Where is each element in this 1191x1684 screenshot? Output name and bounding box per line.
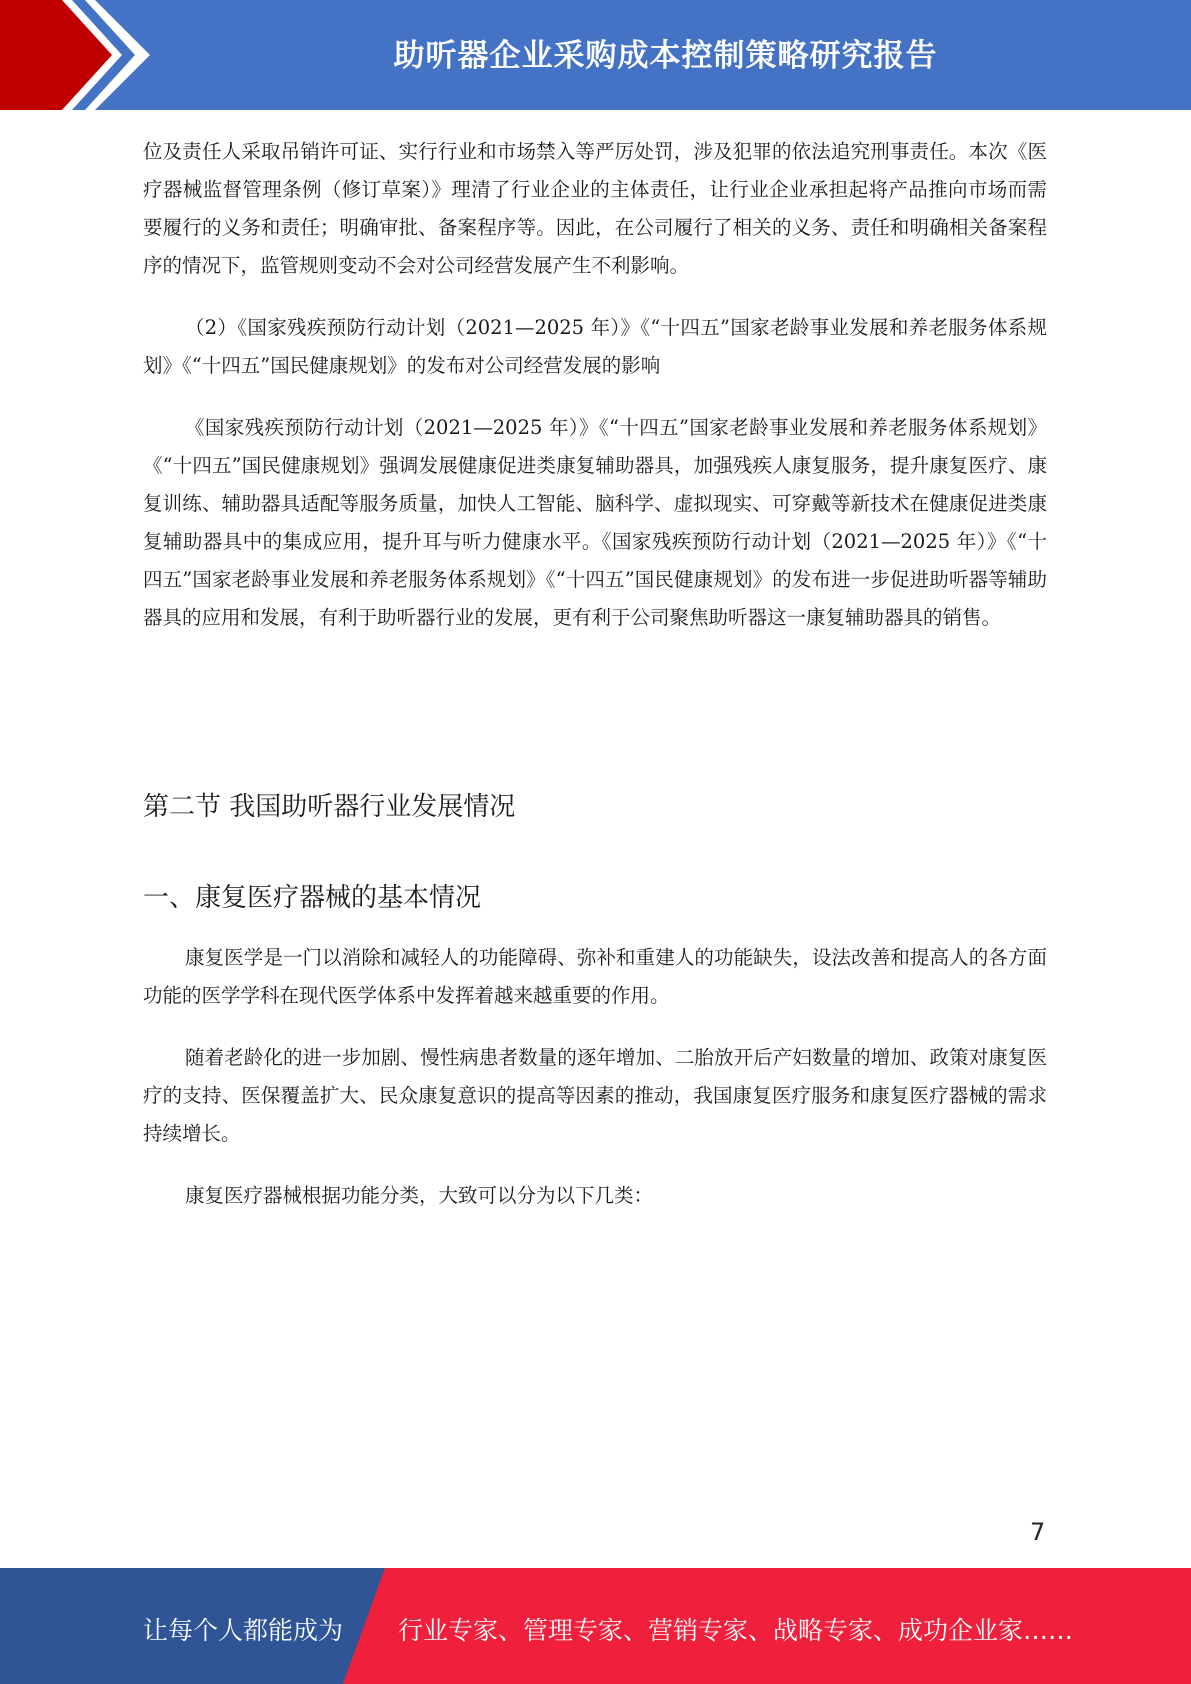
- paragraph: 《国家残疾预防行动计划（2021—2025 年）》《“十四五”国家老龄事业发展和养老服务体系规划》《“十四五”国民健康规划》强调发展健康促进类康复辅助器具，加强残疾人康复服务，提升康复医疗、康复训练、辅助器具适配等服务质量，加快人工智能、脑科学、虚拟现实、可穿戴等新技术在健康促进类康复辅助器具中的集成应用，提升耳与听力健康水平。《国家残疾预防行动计划（2021—2025 年）》《“十四五”国家老龄事业发展和养老服务体系规划》《“十四五”国民健康规划》的发布进一步促进助听器等辅助器具的应用和发展，有利于助听器行业的发展，更有利于公司聚焦助听器这一康复辅助器具的销售。: [143, 416, 1047, 629]
- paragraph: 位及责任人采取吊销许可证、实行行业和市场禁入等严厉处罚，涉及犯罪的依法追究刑事责任。本次《医疗器械监督管理条例（修订草案）》理清了行业企业的主体责任，让行业企业承担起将产品推向市场而需要履行的义务和责任；明确审批、备案程序等。因此，在公司履行了相关的义务、责任和明确相关备案程序的情况下，监管规则变动不会对公司经营发展产生不利影响。: [143, 140, 1047, 277]
- paragraph: 康复医疗器械根据功能分类，大致可以分为以下几类：: [185, 1184, 654, 1207]
- paragraph: （2）《国家残疾预防行动计划（2021—2025 年）》《“十四五”国家老龄事业发展和养老服务体系规划》《“十四五”国民健康规划》的发布对公司经营发展的影响: [143, 316, 1047, 377]
- page-footer: [0, 1568, 1191, 1684]
- section-title: 第二节 我国助听器行业发展情况: [143, 792, 516, 822]
- footer-slogan-right: 行业专家、管理专家、营销专家、战略专家、成功企业家……: [398, 1616, 1074, 1645]
- subsection-title: 一、康复医疗器械的基本情况: [143, 883, 482, 913]
- header-arrow-decoration: [0, 0, 160, 110]
- page-number: 7: [1030, 1518, 1046, 1546]
- body-bottom: [143, 939, 1047, 1215]
- paragraph: 随着老龄化的进一步加剧、慢性病患者数量的逐年增加、二胎放开后产妇数量的增加、政策对康复医疗的支持、医保覆盖扩大、民众康复意识的提高等因素的推动，我国康复医疗服务和康复医疗器械的需求持续增长。: [143, 1046, 1047, 1145]
- body-top: [143, 133, 1047, 637]
- paragraph: 康复医学是一门以消除和减轻人的功能障碍、弥补和重建人的功能缺失，设法改善和提高人的各方面功能的医学学科在现代医学体系中发挥着越来越重要的作用。: [143, 946, 1047, 1007]
- footer-slogan-left: 让每个人都能成为: [143, 1616, 344, 1645]
- page-header: [0, 0, 1191, 110]
- report-title: 助听器企业采购成本控制策略研究报告: [393, 38, 938, 74]
